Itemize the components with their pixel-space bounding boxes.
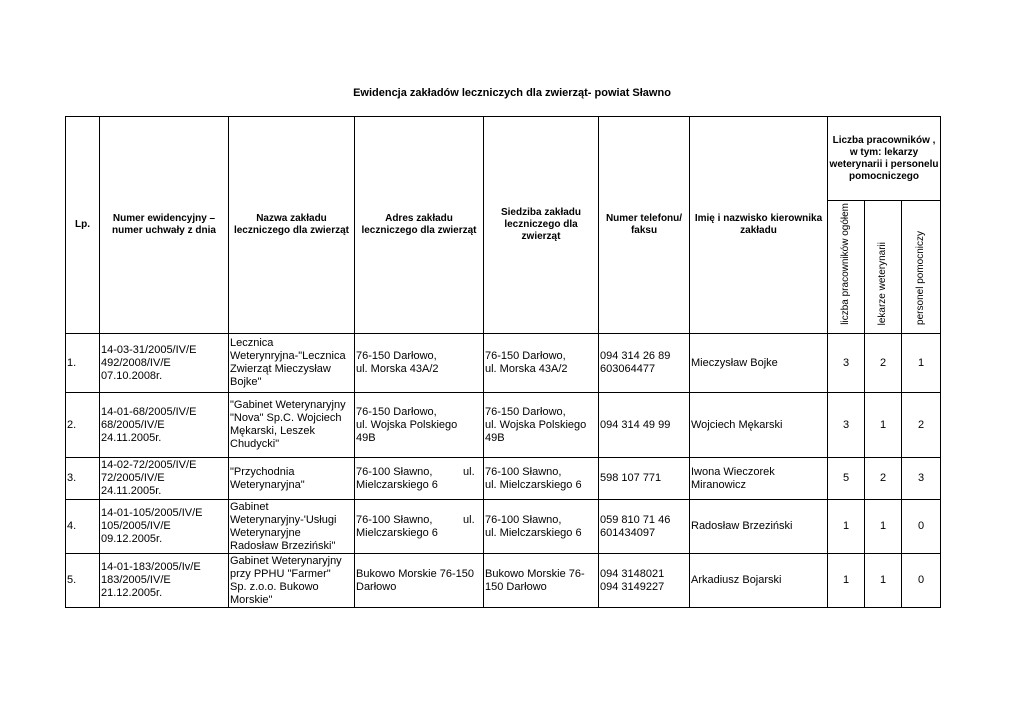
cell-nazwa-line: Lecznica: [230, 337, 274, 349]
header-siedziba: Siedziba zakładu leczniczego dla zwierząt: [484, 117, 599, 334]
cell-adres-line: Mielczarskiego 6: [356, 478, 438, 491]
cell-nazwa-line: Zwierząt Mieczysław: [230, 363, 331, 375]
cell-numer-line: 24.11.2005r.: [101, 485, 162, 497]
cell-personel: 0: [902, 500, 941, 554]
table-row: [66, 334, 941, 393]
header-nazwa: Nazwa zakładu leczniczego dla zwierząt: [229, 117, 355, 334]
header-numer: Numer ewidencyjny – numer uchwały z dnia: [100, 117, 229, 334]
cell-numer-line: 68/2005/IV/E: [101, 418, 165, 431]
cell-nazwa-line: Morskie": [230, 593, 273, 606]
cell-siedziba-line: 76-150 Darłowo,: [485, 350, 566, 362]
cell-personel: 3: [902, 458, 941, 500]
cell-ogolem: 3: [828, 334, 865, 393]
header-lekarze-cell: [865, 201, 902, 334]
cell-nazwa: [229, 393, 355, 458]
cell-adres: [355, 458, 484, 500]
cell-numer-line: 21.12.2005r.: [101, 587, 163, 599]
cell-ogolem: 3: [828, 393, 865, 458]
cell-kierownik-line: Arkadiusz Bojarski: [691, 574, 782, 586]
table-row: [66, 458, 941, 500]
cell-nazwa-line: Gabinet: [230, 500, 269, 513]
cell-adres-line: 49B: [356, 431, 376, 444]
cell-lekarze: 2: [865, 334, 902, 393]
table-body: [66, 334, 941, 608]
cell-adres-line: 76-100 Sławno, ul.: [356, 513, 475, 526]
cell-adres-line: Mielczarskiego 6: [356, 526, 438, 539]
cell-nazwa-line: Chudycki": [230, 438, 280, 450]
cell-adres: [355, 554, 484, 608]
cell-siedziba-line: ul. Morska 43A/2: [485, 363, 568, 375]
cell-kierownik: [690, 334, 828, 393]
cell-kierownik: [690, 554, 828, 608]
cell-telefon: [599, 554, 690, 608]
cell-nazwa-line: Weterynaryjny-'Usługi: [230, 513, 337, 526]
cell-lekarze: 2: [865, 458, 902, 500]
header-liczba-group: Liczba pracowników , w tym: lekarzy weterynarii i personelu pomocniczego: [828, 117, 941, 201]
cell-telefon: [599, 458, 690, 500]
cell-nazwa: [229, 500, 355, 554]
cell-nazwa-line: Weterynaryjna": [230, 478, 305, 491]
cell-siedziba-line: 76-150 Darłowo,: [485, 405, 566, 418]
cell-kierownik: [690, 393, 828, 458]
cell-numer-line: 492/2008/IV/E: [101, 356, 171, 369]
cell-lp: 5.: [66, 554, 100, 608]
cell-lekarze: 1: [865, 554, 902, 608]
cell-numer-line: 14-01-105/2005/IV/E: [101, 507, 203, 519]
cell-siedziba-line: ul. Wojska Polskiego: [485, 418, 587, 431]
cell-personel: 0: [902, 554, 941, 608]
cell-nazwa: [229, 458, 355, 500]
cell-adres-line: 76-150 Darłowo,: [356, 405, 437, 418]
cell-siedziba-line: 76-100 Sławno,: [485, 513, 562, 526]
cell-personel: 2: [902, 393, 941, 458]
cell-numer: [100, 554, 229, 608]
cell-kierownik-line: Iwona Wieczorek: [691, 465, 775, 478]
header-lp: Lp.: [66, 117, 100, 334]
cell-kierownik-line: Wojciech Mękarski: [691, 418, 783, 431]
cell-kierownik-line: Radosław Brzeziński: [691, 520, 793, 532]
cell-telefon-line: 094 3149227: [600, 580, 665, 593]
cell-numer-line: 14-01-68/2005/IV/E: [101, 405, 197, 418]
cell-numer-line: 105/2005/IV/E: [101, 520, 171, 532]
cell-siedziba-line: ul. Mielczarskiego 6: [485, 526, 582, 539]
table-row: [66, 393, 941, 458]
cell-siedziba: [484, 393, 599, 458]
cell-nazwa-line: Bojke": [230, 376, 262, 388]
cell-telefon: [599, 393, 690, 458]
cell-numer-line: 09.12.2005r.: [101, 533, 163, 545]
cell-numer-line: 14-02-72/2005/IV/E: [101, 459, 197, 471]
cell-adres-line: ul. Morska 43A/2: [356, 363, 439, 375]
cell-siedziba: [484, 500, 599, 554]
cell-numer-line: 14-01-183/2005/Iv/E: [101, 561, 201, 573]
cell-nazwa-line: Weterynaryjne: [230, 526, 301, 539]
cell-adres-line: 76-150 Darłowo,: [356, 350, 437, 362]
header-liczba-ogolem-cell: [828, 201, 865, 334]
cell-numer-line: 183/2005/IV/E: [101, 574, 171, 586]
cell-telefon-line: 603064477: [600, 363, 656, 375]
cell-nazwa-line: Gabinet Weterynaryjny: [230, 554, 342, 567]
cell-lekarze: 1: [865, 393, 902, 458]
cell-nazwa: [229, 554, 355, 608]
table-row: [66, 500, 941, 554]
cell-siedziba: [484, 554, 599, 608]
cell-adres-line: Darłowo: [356, 580, 397, 593]
cell-siedziba-line: ul. Mielczarskiego 6: [485, 478, 582, 491]
cell-kierownik-line: Miranowicz: [691, 478, 747, 491]
cell-siedziba-line: 49B: [485, 431, 505, 444]
cell-ogolem: 5: [828, 458, 865, 500]
cell-siedziba: [484, 334, 599, 393]
cell-telefon-line: 094 314 49 99: [600, 418, 671, 431]
cell-nazwa-line: przy PPHU "Farmer": [230, 567, 331, 580]
cell-nazwa-line: "Gabinet Weterynaryjny: [230, 399, 346, 411]
cell-siedziba: [484, 458, 599, 500]
cell-nazwa-line: Weterynryjna-"Lecznica: [230, 350, 346, 362]
cell-adres-line: ul. Wojska Polskiego: [356, 418, 458, 431]
cell-telefon: [599, 500, 690, 554]
cell-kierownik: [690, 500, 828, 554]
cell-siedziba-line: 150 Darłowo: [485, 580, 547, 593]
page-title: Ewidencja zakładów leczniczych dla zwierząt- powiat Sławno: [353, 87, 671, 99]
cell-lp: 4.: [66, 500, 100, 554]
cell-adres-line: Bukowo Morskie 76-150: [356, 567, 475, 580]
cell-adres-line: 76-100 Sławno, ul.: [356, 465, 475, 478]
cell-nazwa-line: "Przychodnia: [230, 465, 295, 478]
header-lekarze: lekarze weterynarii: [877, 241, 888, 325]
cell-numer: [100, 500, 229, 554]
cell-numer-line: 72/2005/IV/E: [101, 472, 165, 484]
header-telefon: Numer telefonu/ faksu: [599, 117, 690, 334]
cell-numer: [100, 334, 229, 393]
cell-nazwa-line: Sp. z.o.o. Bukowo: [230, 580, 319, 593]
cell-telefon-line: 094 3148021: [600, 567, 665, 580]
cell-telefon-line: 601434097: [600, 526, 656, 539]
cell-lekarze: 1: [865, 500, 902, 554]
cell-telefon: [599, 334, 690, 393]
cell-telefon-line: 094 314 26 89: [600, 350, 671, 362]
cell-lp: 3.: [66, 458, 100, 500]
header-personel-cell: [902, 201, 941, 334]
cell-personel: 1: [902, 334, 941, 393]
header-liczba-ogolem: liczba pracowników ogółem: [840, 203, 851, 325]
cell-lp: 2.: [66, 393, 100, 458]
cell-numer-line: 24.11.2005r.: [101, 431, 162, 444]
cell-adres: [355, 334, 484, 393]
cell-kierownik: [690, 458, 828, 500]
cell-adres: [355, 393, 484, 458]
cell-nazwa-line: Mękarski, Leszek: [230, 425, 315, 437]
cell-siedziba-line: Bukowo Morskie 76-: [485, 567, 585, 580]
cell-telefon-line: 059 810 71 46: [600, 513, 671, 526]
cell-nazwa: [229, 334, 355, 393]
register-table: [65, 116, 941, 608]
cell-ogolem: 1: [828, 500, 865, 554]
cell-numer: [100, 393, 229, 458]
cell-numer-line: 07.10.2008r.: [101, 369, 163, 382]
header-kierownik: Imię i nazwisko kierownika zakładu: [690, 117, 828, 334]
cell-kierownik-line: Mieczysław Bojke: [691, 356, 778, 369]
cell-adres: [355, 500, 484, 554]
table-row: [66, 554, 941, 608]
cell-nazwa-line: "Nova" Sp.C. Wojciech: [230, 412, 342, 424]
header-personel: personel pomocniczy: [915, 231, 927, 325]
cell-telefon-line: 598 107 771: [600, 472, 662, 484]
cell-numer-line: 14-03-31/2005/IV/E: [101, 343, 197, 356]
cell-ogolem: 1: [828, 554, 865, 608]
cell-siedziba-line: 76-100 Sławno,: [485, 465, 562, 478]
cell-lp: 1.: [66, 334, 100, 393]
header-adres: Adres zakładu leczniczego dla zwierząt: [355, 117, 484, 334]
cell-nazwa-line: Radosław Brzeziński": [230, 539, 336, 552]
cell-numer: [100, 458, 229, 500]
